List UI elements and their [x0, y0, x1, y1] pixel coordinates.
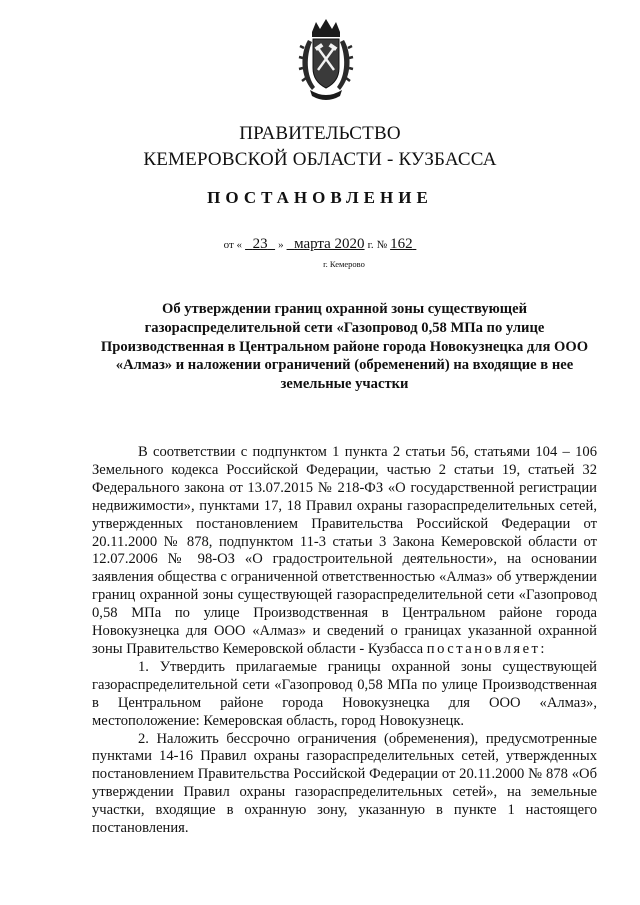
government-name-line1: ПРАВИТЕЛЬСТВО — [239, 123, 401, 144]
date-prefix: от « — [223, 239, 243, 251]
government-name-line2: КЕМЕРОВСКОЙ ОБЛАСТИ - КУЗБАССА — [143, 149, 497, 170]
document-number: 162 — [390, 236, 413, 252]
kemerovo-coat-of-arms-icon — [298, 18, 354, 102]
resolves-word: постановляет: — [426, 640, 547, 657]
date-mid: » — [278, 239, 284, 251]
date-line — [0, 236, 640, 253]
number-sign: № — [376, 239, 388, 251]
date-day: 23 — [252, 236, 268, 252]
date-month-year: марта 2020 — [294, 236, 365, 252]
document-type: ПОСТАНОВЛЕНИЕ — [207, 188, 433, 207]
city: г. Кемерово — [323, 259, 365, 269]
document-title: Об утверждении границ охранной зоны существующей газораспределительной сети «Газопровод 0,58 МПа по улице Производственная в Центральном районе города Новокузнецка для ООО «Алмаз» и наложении ограничений (обременений) на входящие в нее земельные участки — [100, 301, 589, 393]
item-1-paragraph: 1. Утвердить прилагаемые границы охранной зоны существующей газораспределительной сети «Газопровод 0,58 МПа по улице Производственная в Центральном районе города Новокузнецка для ООО «Алмаз», местоположение: Кемеровская область, город Новокузнецк. — [92, 658, 597, 729]
preamble-paragraph: В соответствии с подпунктом 1 пункта 2 статьи 56, статьями 104 – 106 Земельного кодекса Российской Федерации, частью 2 статьи 19, статьей 32 Федерального закона от 13.07.2015 № 218-ФЗ «О государственной регистрации недвижимости», пунктами 17, 18 Правил охраны газораспределительных сетей, утвержденных постановлением Правительства Российской Федерации от 20.11.2000 № 878, подпунктом 11-3 статьи 3 Закона Кемеровской области от 12.07.2006 № 98-ОЗ «О градостроительной деятельности», на основании заявления общества с ограниченной ответственностью «Алмаз» об утверждении границ охранной зоны существующей газораспределительной сети «Газопровод 0,58 МПа по улице Производственная в Центральном районе города Новокузнецка для ООО «Алмаз» и сведений о границах указанной охранной зоны Правительство Кемеровской области - Кузбасса постановляет: — [92, 444, 597, 657]
document-body — [92, 444, 597, 838]
date-year-suffix: г. — [367, 239, 374, 251]
item-2-paragraph: 2. Наложить бессрочно ограничения (обременения), предусмотренные пунктами 14-16 Правил охраны газораспределительных сетей, утвержденных постановлением Правительства Российской Федерации от 20.11.2000 № 878 «Об утверждении Правил охраны газораспределительных сетей», на земельные участки, входящие в охранную зону, указанную в пункте 1 настоящего постановления. — [92, 730, 597, 837]
